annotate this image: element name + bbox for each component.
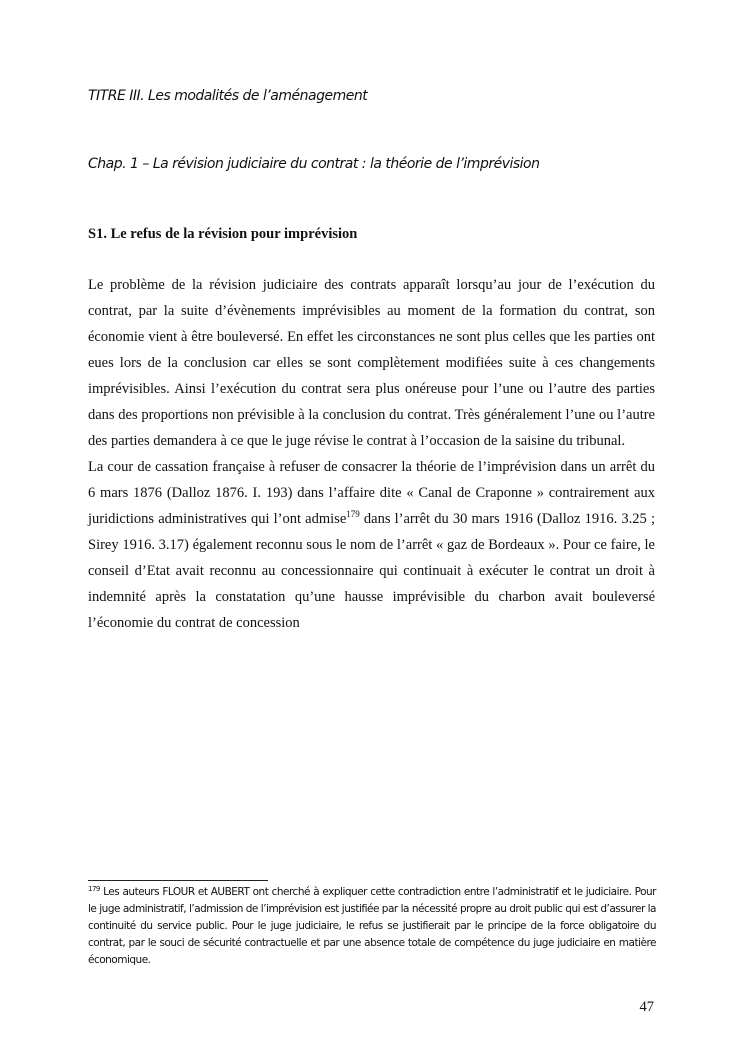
paragraph-2-end: dans l’arrêt du 30 mars 1916 (Dalloz 1916. 3.25 ; Sirey 1916. 3.17) également reconnu sous le nom de l’arrêt « gaz de Bordeaux ». Pour ce faire, le conseil d’Etat avait reconnu au concessionnaire qui continuait à exécuter le contrat un droit à indemnité après la constatation qu’une hausse imprévisible du charbon avait bouleversé l’économie du contrat de concession: [88, 511, 655, 631]
page-number: 47: [639, 999, 654, 1015]
title-heading: TITRE III. Les modalités de l’aménagement: [88, 88, 368, 104]
footnote: [88, 884, 656, 969]
paragraph-1: Le problème de la révision judiciaire des contrats apparaît lorsqu’au jour de l’exécution du contrat, par la suite d’évènements imprévisibles au moment de la formation du contrat, son économie vient à être bouleversé. En effet les circonstances ne sont plus celles que les parties ont eues lors de la conclusion car elles se sont complètement modifiées suite à ces changements imprévisibles. Ainsi l’exécution du contrat sera plus onéreuse pour l’une ou l’autre des parties dans des proportions non prévisible à la conclusion du contrat. Très généralement l’une ou l’autre des parties demandera à ce que le juge révise le contrat à l’occasion de la saisine du tribunal.: [88, 277, 655, 449]
paragraph-2: [88, 454, 655, 636]
section-heading: S1. Le refus de la révision pour imprévision: [88, 226, 358, 242]
chapter-heading: Chap. 1 – La révision judiciaire du contrat : la théorie de l’imprévision: [88, 156, 540, 172]
footnote-separator: [88, 880, 268, 881]
footnote-text: Les auteurs FLOUR et AUBERT ont cherché à expliquer cette contradiction entre l’administratif et le judiciaire. Pour le juge administratif, l’admission de l’imprévision est justifiée par la nécessité propre au droit public qui est d’assurer la continuité du service public. Pour le juge judiciaire, le refus se justifierait par le principe de la force obligatoire du contrat, par le souci de sécurité contractuelle et par une absence totale de compétence du juge judiciaire en matière économique.: [88, 886, 656, 966]
body-text: [88, 272, 655, 636]
footnote-number: 179: [88, 885, 100, 893]
paragraph-2-start: La cour de cassation française à refuser de consacrer la théorie de l’imprévision dans un arrêt du 6 mars 1876 (Dalloz 1876. I. 193) dans l’affaire dite « Canal de Craponne » contrairement aux juridictions administratives qui l’ont admise: [88, 459, 655, 527]
footnote-reference: 179: [346, 509, 360, 519]
